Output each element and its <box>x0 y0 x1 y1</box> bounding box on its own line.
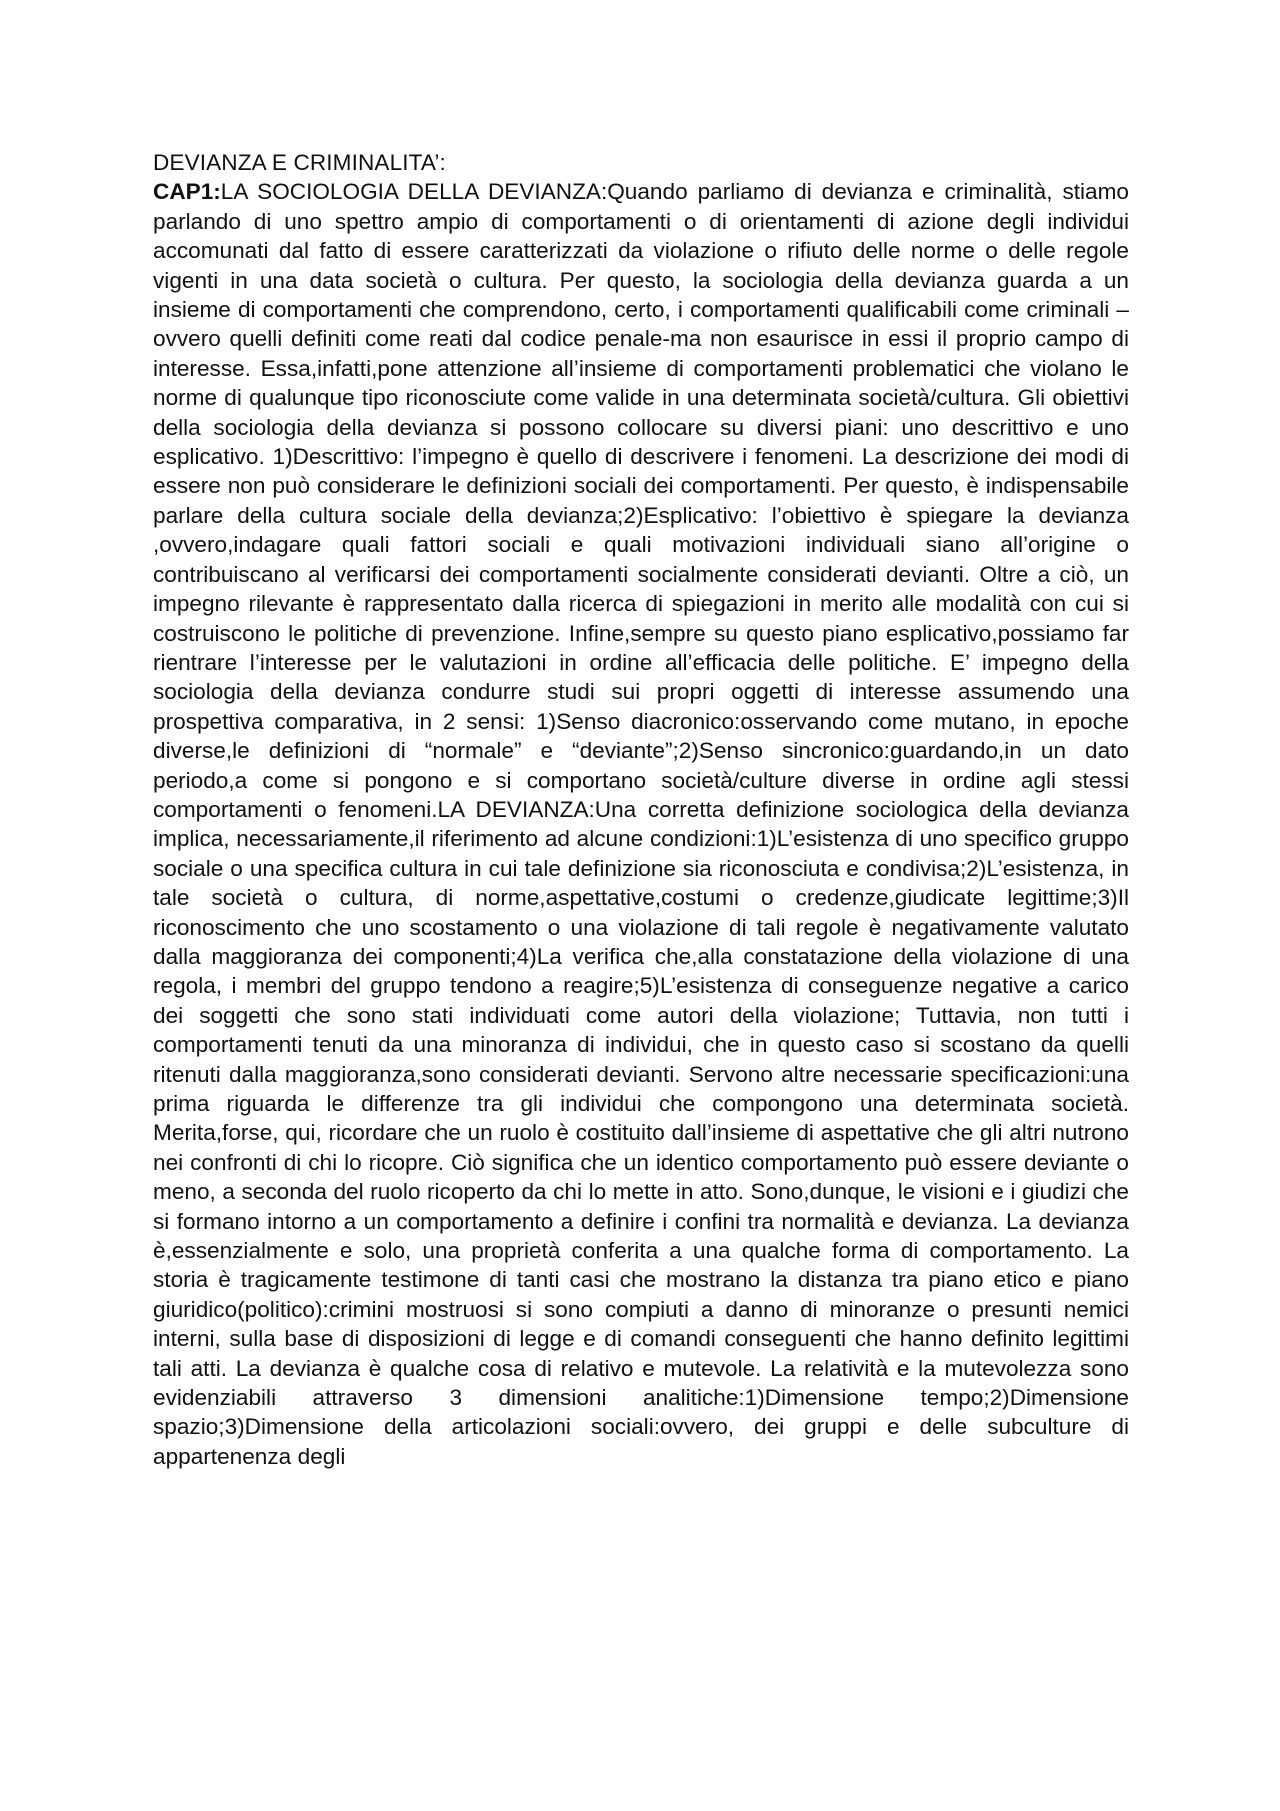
chapter-label: CAP1: <box>153 179 221 205</box>
body-text: LA SOCIOLOGIA DELLA DEVIANZA:Quando parliamo di devianza e criminalità, stiamo parlando di uno spettro ampio di comportamenti o di orientamenti di azione degli individui accomunati dal fatto di essere caratterizzati da violazione o rifiuto delle norme o delle regole vigenti in una data società o cultura. Per questo, la sociologia della devianza guarda a un insieme di comportamenti che comprendono, certo, i comportamenti qualificabili come criminali –ovvero quelli definiti come reati dal codice penale-ma non esaurisce in essi il proprio campo di interesse. Essa,infatti,pone attenzione all’insieme di comportamenti problematici che violano le norme di qualunque tipo riconosciute come valide in una determinata società/cultura. Gli obiettivi della sociologia della devianza si possono collocare su diversi piani: uno descrittivo e uno esplicativo. 1)Descrittivo: l’impegno è quello di descrivere i fenomeni. La descrizione dei modi di essere non può considerare le definizioni sociali dei comportamenti. Per questo, è indispensabile parlare della cultura sociale della devianza;2)Esplicativo: l’obiettivo è spiegare la devianza ,ovvero,indagare quali fattori sociali e quali motivazioni individuali siano all’origine o contribuiscano al verificarsi dei comportamenti socialmente considerati devianti. Oltre a ciò, un impegno rilevante è rappresentato dalla ricerca di spiegazioni in merito alle modalità con cui si costruiscono le politiche di prevenzione. Infine,sempre su questo piano esplicativo,possiamo far rientrare l’interesse per le valutazioni in ordine all’efficacia delle politiche. E’ impegno della sociologia della devianza condurre studi sui propri oggetti di interesse assumendo una prospettiva comparativa, in 2 sensi: 1)Senso diacronico:osservando come mutano, in epoche diverse,le definizioni di “normale” e “deviante”;2)Senso sincronico:guardando,in un dato periodo,a come si pongono e si comportano società/culture diverse in ordine agli stessi comportamenti o fenomeni.LA DEVIANZA:Una corretta definizione sociologica della devianza implica, necessariamente,il riferimento ad alcune condizioni:1)L’esistenza di uno specifico gruppo sociale o una specifica cultura in cui tale definizione sia riconosciuta e condivisa;2)L’esistenza, in tale società o cultura, di norme,aspettative,costumi o credenze,giudicate legittime;3)Il riconoscimento che uno scostamento o una violazione di tali regole è negativamente valutato dalla maggioranza dei componenti;4)La verifica che,alla constatazione della violazione di una regola, i membri del gruppo tendono a reagire;5)L’esistenza di conseguenze negative a carico dei soggetti che sono stati individuati come autori della violazione; Tuttavia, non tutti i comportamenti tenuti da una minoranza di individui, che in questo caso si scostano da quelli ritenuti dalla maggioranza,sono considerati devianti. Servono altre necessarie specificazioni:una prima riguarda le differenze tra gli individui che compongono una determinata società. Merita,forse, qui, ricordare che un ruolo è costituito dall’insieme di aspettative che gli altri nutrono nei confronti di chi lo ricopre. Ciò significa che un identico comportamento può essere deviante o meno, a seconda del ruolo ricoperto da chi lo mette in atto. Sono,dunque, le visioni e i giudizi che si formano intorno a un comportamento a definire i confini tra normalità e devianza. La devianza è,essenzialmente e solo, una proprietà conferita a una qualche forma di comportamento. La storia è tragicamente testimone di tanti casi che mostrano la distanza tra piano etico e piano giuridico(politico):crimini mostruosi si sono compiuti a danno di minoranze o presunti nemici interni, sulla base di disposizioni di legge e di comandi conseguenti che hanno definito legittimi tali atti. La devianza è qualche cosa di relativo e mutevole. La relatività e la mutevolezza sono evidenziabili attraverso 3 dimensioni analitiche:1)Dimensione tempo;2)Dimensione spazio;3)Dimensione della articolazioni sociali:ovvero, dei gruppi e delle subculture di appartenenza degli <box>153 179 1129 1469</box>
document-content <box>153 148 1129 1471</box>
body-paragraph <box>153 177 1129 1471</box>
document-title: DEVIANZA E CRIMINALITA’: <box>153 150 446 175</box>
